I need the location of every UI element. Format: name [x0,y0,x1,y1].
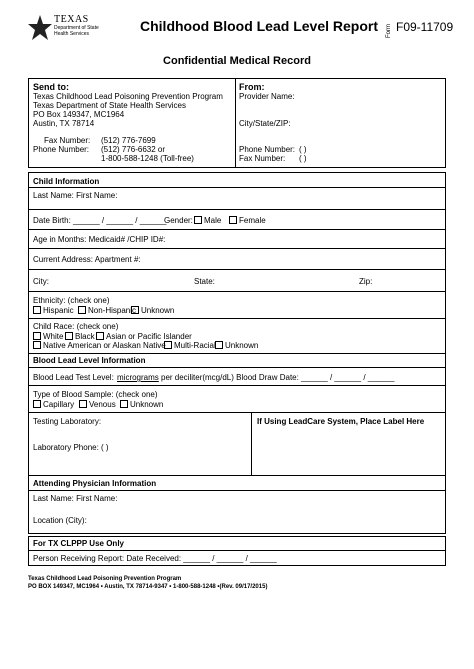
city-state-zip-field[interactable]: City/State/ZIP: [239,119,291,128]
provider-name-field[interactable]: Provider Name: [239,92,295,101]
micrograms-field[interactable]: micrograms [117,373,159,382]
send-to-line: Texas Department of State Health Services [33,101,186,110]
dshs-logo [28,14,104,44]
age-medicaid-field[interactable]: Age in Months: Medicaid# /CHIP ID#: [33,235,166,244]
checkbox-icon[interactable] [33,400,41,408]
checkbox-icon[interactable] [33,306,41,314]
checkbox-icon[interactable] [78,306,86,314]
clppp-heading: For TX CLPPP Use Only [33,539,124,548]
from-heading: From: [239,82,265,92]
ethnicity-non-hispanic-option[interactable]: Non-Hispanic [78,306,136,315]
address-field[interactable]: Current Address: Apartment #: [33,255,141,264]
ethnicity-label: Ethnicity: (check one) [33,296,110,305]
sample-capillary-option[interactable]: Capillary [33,400,74,409]
date-of-birth-field[interactable]: Date Birth: ______ / ______ / ______ [33,216,167,225]
sample-unknown-option[interactable]: Unknown [120,400,163,409]
physician-name-field[interactable]: Last Name: First Name: [33,494,118,503]
checkbox-icon[interactable] [164,341,172,349]
race-white-option[interactable]: White [33,332,63,341]
from-phone-parens: ( ) [299,145,307,154]
ethnicity-hispanic-option[interactable]: Hispanic [33,306,74,315]
phone-label: Phone Number: [33,145,90,154]
state-field[interactable]: State: [194,277,215,286]
subtitle: Confidential Medical Record [163,55,311,67]
physician-heading: Attending Physician Information [33,479,157,488]
gender-label: Gender: [164,216,193,225]
race-black-option[interactable]: Black [65,332,95,341]
send-to-heading: Send to: [33,82,69,92]
texas-star-icon [28,14,52,42]
race-asian-option[interactable]: Asian or Pacific Islander [96,332,192,341]
race-multiracial-option[interactable]: Multi-Racial [164,341,216,350]
checkbox-icon[interactable] [229,216,237,224]
logo-name: TEXAS [54,14,89,25]
checkbox-icon[interactable] [65,332,73,340]
tollfree-value: 1-800-588-1248 (Toll-free) [101,154,194,163]
date-received-field[interactable]: Person Receiving Report: Date Received: ______ / ______ / ______ [33,554,277,563]
footer-address: PO BOX 149347, MC1964 • Austin, TX 78714-9347 • 1-800-588-1248 •(Rev. 09/17/2015) [28,584,268,590]
fax-label: Fax Number: [44,136,91,145]
child-name-field[interactable]: Last Name: First Name: [33,191,118,200]
main-form-box [28,172,446,534]
sample-venous-option[interactable]: Venous [79,400,116,409]
from-fax-field[interactable]: Fax Number: [239,154,286,163]
zip-field[interactable]: Zip: [359,277,373,286]
city-field[interactable]: City: [33,277,49,286]
blood-draw-date-field[interactable]: per deciliter(mcg/dL) Blood Draw Date: ______ / ______ / ______ [161,373,395,382]
footer-program: Texas Childhood Lead Poisoning Prevention Program [28,576,182,582]
clppp-box [28,536,446,566]
send-from-box [28,78,446,168]
physician-location-field[interactable]: Location (City): [33,516,87,525]
checkbox-icon[interactable] [96,332,104,340]
ethnicity-unknown-option[interactable]: Unknown [131,306,174,315]
checkbox-icon[interactable] [194,216,202,224]
lab-phone-field[interactable]: Laboratory Phone: ( ) [33,443,109,452]
gender-male-option[interactable]: Male [194,216,221,225]
form-word: Form [386,24,392,38]
send-to-line: Texas Childhood Lead Poisoning Prevention Program [33,92,223,101]
race-label: Child Race: (check one) [33,322,119,331]
fax-value: (512) 776-7699 [101,136,156,145]
child-info-heading: Child Information [33,177,100,186]
testing-lab-field[interactable]: Testing Laboratory: [33,417,102,426]
from-fax-parens: ( ) [299,154,307,163]
checkbox-icon[interactable] [215,341,223,349]
sample-type-label: Type of Blood Sample: (check one) [33,390,158,399]
checkbox-icon[interactable] [131,306,139,314]
send-to-line: Austin, TX 78714 [33,119,95,128]
gender-female-option[interactable]: Female [229,216,266,225]
checkbox-icon[interactable] [120,400,128,408]
race-unknown-option[interactable]: Unknown [215,341,258,350]
form-number: F09-11709 [396,20,454,34]
leadcare-label-area: If Using LeadCare System, Place Label Here [257,417,425,426]
from-phone-field[interactable]: Phone Number: [239,145,296,154]
send-to-line: PO Box 149347, MC1964 [33,110,125,119]
checkbox-icon[interactable] [33,341,41,349]
checkbox-icon[interactable] [33,332,41,340]
phone-value: (512) 776-6632 or [101,145,166,154]
test-level-label: Blood Lead Test Level: [33,373,114,382]
lead-info-heading: Blood Lead Level Information [33,356,146,365]
checkbox-icon[interactable] [79,400,87,408]
race-native-option[interactable]: Native American or Alaskan Native [33,341,166,350]
page-title: Childhood Blood Lead Level Report [140,18,378,34]
logo-sub: Department of State Health Services [54,25,99,37]
